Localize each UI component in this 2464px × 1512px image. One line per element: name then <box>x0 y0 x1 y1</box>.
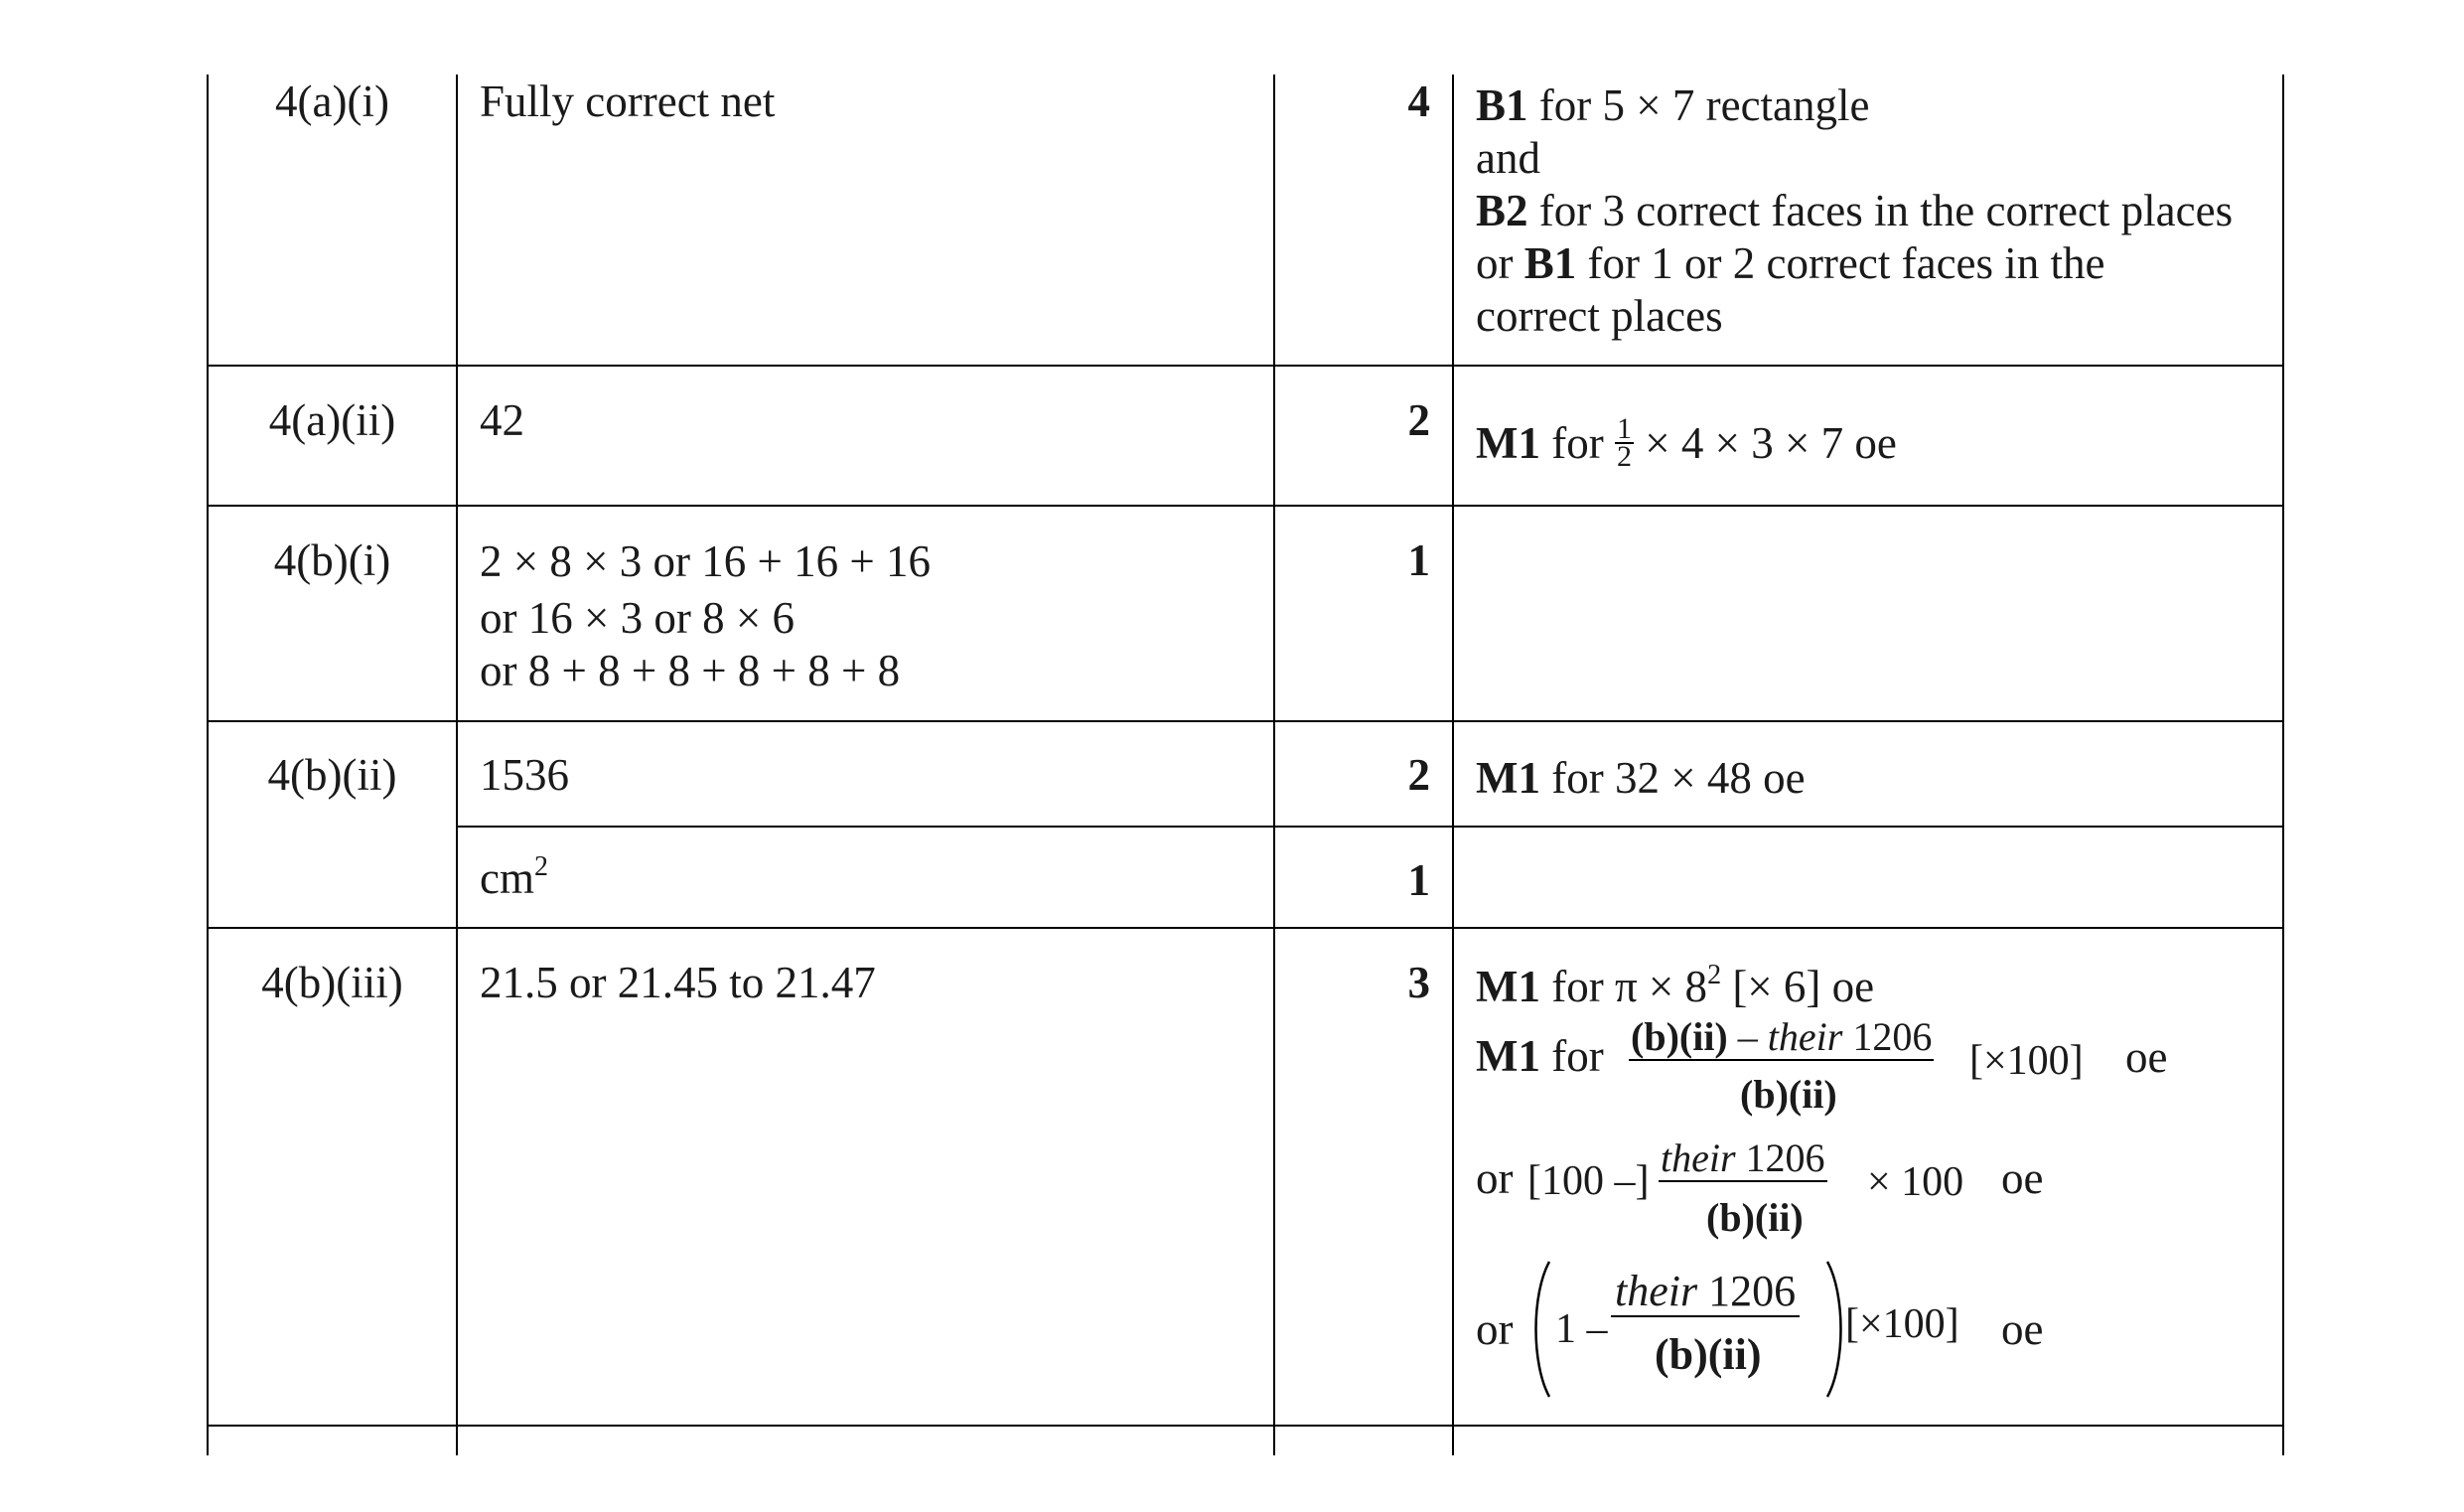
question-number: 4(a)(i) <box>275 76 389 126</box>
guidance-text: [100 –] <box>1527 1158 1650 1204</box>
guidance-line <box>1476 961 1874 1013</box>
guidance-text: 1206 <box>1697 1267 1797 1315</box>
row-divider <box>207 505 2284 507</box>
guidance-text: oe <box>2001 1153 2044 1203</box>
guidance-text: for <box>1539 1031 1604 1081</box>
guidance-line <box>1476 752 1806 805</box>
guidance-text: for 1 or 2 correct faces in the <box>1576 238 2105 288</box>
column-divider-question <box>456 75 458 1455</box>
marks-value: 1 <box>1407 535 1430 585</box>
fraction-numerator <box>1659 1136 1827 1182</box>
mark-code: M1 <box>1476 962 1540 1011</box>
answer-text: or 16 × 3 or 8 × 6 <box>480 593 795 643</box>
question-number: 4(b)(iii) <box>261 958 403 1007</box>
question-number: 4(a)(ii) <box>268 395 396 445</box>
guidance-line: correct places <box>1476 291 1723 341</box>
answer-text: 42 <box>480 395 524 445</box>
question-number: 4(b)(i) <box>273 535 391 585</box>
answer-text: or 8 + 8 + 8 + 8 + 8 + 8 <box>480 646 901 695</box>
guidance-text: 1 – <box>1555 1306 1608 1352</box>
guidance-superscript: 2 <box>1707 960 1722 990</box>
guidance-text: [×100] <box>1845 1301 1959 1347</box>
mark-code: M1 <box>1476 1031 1540 1081</box>
guidance-text: their <box>1615 1267 1698 1315</box>
mark-code: M1 <box>1476 418 1540 468</box>
left-parenthesis-icon <box>1527 1260 1551 1399</box>
guidance-text: for <box>1539 418 1615 468</box>
fraction-half <box>1615 412 1634 473</box>
guidance-line <box>1476 79 1870 132</box>
marks-value: 2 <box>1407 750 1430 800</box>
fraction-numerator <box>1611 1268 1800 1317</box>
row-divider <box>207 720 2284 722</box>
guidance-text: their <box>1767 1014 1843 1059</box>
fraction-numerator: 1 <box>1616 412 1632 445</box>
guidance-line <box>1476 412 1897 473</box>
guidance-text: for 32 × 48 oe <box>1539 753 1806 803</box>
fraction-denominator: (b)(ii) <box>1655 1330 1762 1379</box>
row-divider-partial <box>456 826 2284 828</box>
guidance-line <box>1476 237 2105 290</box>
guidance-text: 1206 <box>1735 1135 1825 1180</box>
column-divider-marks <box>1452 75 1454 1455</box>
guidance-text: for 3 correct faces in the correct places <box>1527 186 2234 235</box>
guidance-text: [× 6] oe <box>1721 962 1875 1011</box>
guidance-text: for π × 8 <box>1539 962 1708 1011</box>
marks-value: 4 <box>1407 76 1430 126</box>
guidance-text: or <box>1476 1304 1514 1354</box>
answer-text: 21.5 or 21.45 to 21.47 <box>480 958 876 1007</box>
answer-text: Fully correct net <box>480 76 776 126</box>
mark-code: B2 <box>1476 186 1528 235</box>
guidance-text: – <box>1727 1014 1768 1059</box>
unit-text: cm <box>480 853 534 903</box>
row-divider <box>207 927 2284 929</box>
guidance-text: for 5 × 7 rectangle <box>1527 80 1870 130</box>
guidance-text: oe <box>2125 1032 2168 1082</box>
guidance-text: × 100 <box>1867 1159 1964 1205</box>
mark-code: B1 <box>1523 238 1577 288</box>
fraction-denominator: (b)(ii) <box>1706 1195 1804 1240</box>
guidance-line <box>1476 185 2233 237</box>
table-border-right <box>2282 75 2284 1455</box>
marks-value: 3 <box>1407 958 1430 1007</box>
row-divider <box>207 1425 2284 1427</box>
answer-units <box>480 852 548 905</box>
guidance-line <box>1476 1030 1604 1083</box>
mark-code: M1 <box>1476 753 1540 803</box>
guidance-text: or <box>1476 238 1524 288</box>
column-divider-answer <box>1273 75 1275 1455</box>
fraction-numerator <box>1629 1015 1934 1061</box>
guidance-text: (b)(ii) <box>1631 1014 1728 1059</box>
guidance-text: their <box>1661 1135 1736 1180</box>
guidance-text: [×100] <box>1969 1038 2084 1084</box>
guidance-text: oe <box>2001 1304 2044 1354</box>
fraction-denominator: (b)(ii) <box>1740 1072 1837 1117</box>
answer-text: 2 × 8 × 3 or 16 + 16 + 16 <box>480 536 931 586</box>
guidance-text: or <box>1476 1153 1514 1203</box>
guidance-line: and <box>1476 133 1540 183</box>
answer-text: 1536 <box>480 750 569 800</box>
question-number: 4(b)(ii) <box>267 750 397 800</box>
fraction-denominator: 2 <box>1616 440 1632 473</box>
marks-value: 2 <box>1407 395 1430 445</box>
mark-code: B1 <box>1476 80 1528 130</box>
guidance-text: × 4 × 3 × 7 oe <box>1633 418 1897 468</box>
row-divider <box>207 365 2284 367</box>
unit-superscript: 2 <box>533 851 548 882</box>
marks-value: 1 <box>1407 855 1430 905</box>
table-border-left <box>207 75 209 1455</box>
guidance-text: 1206 <box>1842 1014 1933 1059</box>
